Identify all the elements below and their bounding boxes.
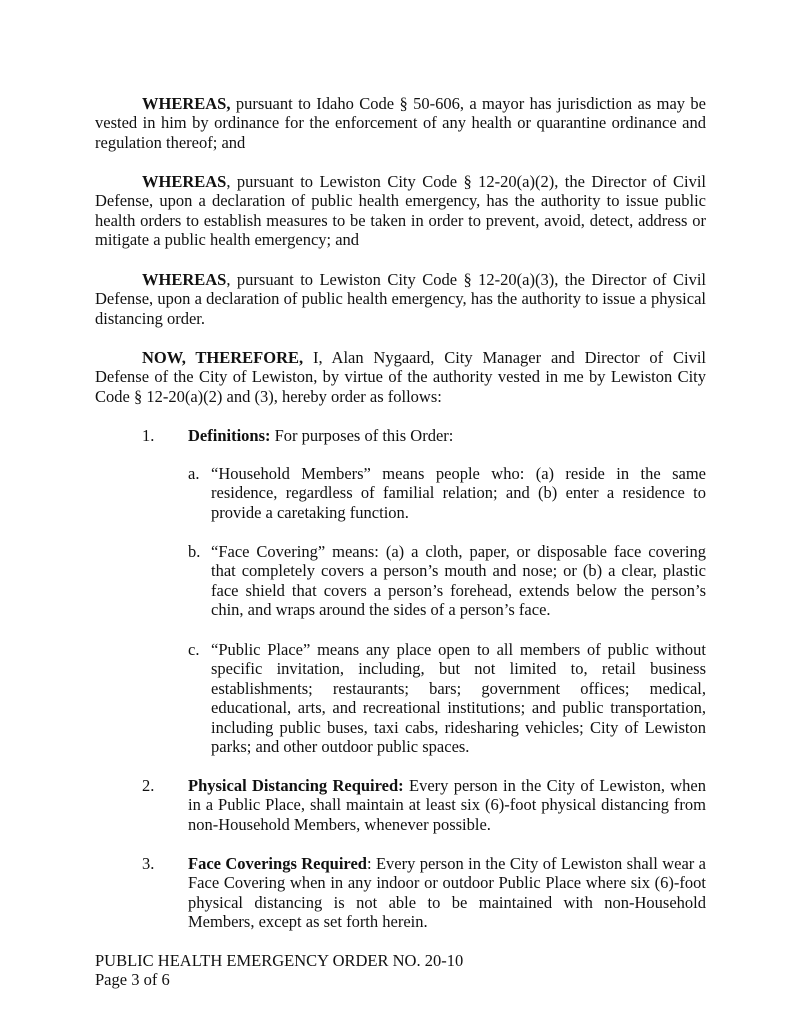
whereas-lead: WHEREAS xyxy=(142,270,227,289)
definition-letter: a. xyxy=(188,464,200,483)
section-number: 3. xyxy=(142,854,155,873)
now-therefore-paragraph xyxy=(95,348,706,406)
whereas-text: , pursuant to Lewiston City Code § 12-20(a)(3), the Director of Civil Defense, upon a declaration of public health emergency, has the authority to issue a physical distancing order. xyxy=(95,270,706,328)
section-text: : Every person in the City of Lewiston shall wear a Face Covering when in any indoor or outdoor Public Place where six (6)-foot physical distancing is not able to be maintained with non-Household Members, except as set forth herein. xyxy=(188,854,706,932)
footer-page-number: Page 3 of 6 xyxy=(95,970,170,990)
section-heading: Face Coverings Required xyxy=(188,854,367,873)
section-text: For purposes of this Order: xyxy=(270,426,454,445)
section-body xyxy=(188,854,706,932)
section-body xyxy=(188,426,706,445)
whereas-paragraph-1 xyxy=(95,94,706,152)
section-body xyxy=(188,776,706,834)
whereas-lead: WHEREAS, xyxy=(142,94,231,113)
whereas-paragraph-3 xyxy=(95,270,706,328)
whereas-paragraph-2 xyxy=(95,172,706,250)
page-footer xyxy=(95,951,463,990)
now-therefore-text: I, Alan Nygaard, City Manager and Director of Civil Defense of the City of Lewiston, by virtue of the authority vested in me by Lewiston City Code § 12-20(a)(2) and (3), hereby order as follows: xyxy=(95,348,706,406)
definition-text: “Public Place” means any place open to all members of public without specific invitation, including, but not limited to, retail business establishments; restaurants; bars; government offices; medical, educational, arts, and recreational institutions; and public transportation, including public buses, taxi cabs, ridesharing vehicles; City of Lewiston parks; and other outdoor public spaces. xyxy=(211,640,706,757)
whereas-text: , pursuant to Lewiston City Code § 12-20(a)(2), the Director of Civil Defense, upon a declaration of public health emergency, has the authority to issue public health orders to establish measures to be taken in order to prevent, avoid, detect, address or mitigate a public health emergency; and xyxy=(95,172,706,250)
section-heading: Definitions: xyxy=(188,426,271,445)
section-text: Every person in the City of Lewiston, when in a Public Place, shall maintain at least six (6)-foot physical distancing from non-Household Members, whenever possible. xyxy=(188,776,706,834)
section-heading: Physical Distancing Required: xyxy=(188,776,404,795)
whereas-text: pursuant to Idaho Code § 50-606, a mayor has jurisdiction as may be vested in him by ordinance for the enforcement of any health or quarantine ordinance and regulation thereof; and xyxy=(95,94,706,152)
definition-text: “Household Members” means people who: (a) reside in the same residence, regardless of familial relation; and (b) enter a residence to provide a caretaking function. xyxy=(211,464,706,522)
whereas-lead: WHEREAS xyxy=(142,172,227,191)
section-number: 1. xyxy=(142,426,155,445)
definition-letter: b. xyxy=(188,542,201,561)
footer-order-title: PUBLIC HEALTH EMERGENCY ORDER NO. 20-10 xyxy=(95,951,464,970)
definition-text: “Face Covering” means: (a) a cloth, paper, or disposable face covering that completely covers a person’s mouth and nose; or (b) a clear, plastic face shield that covers a person’s forehead, extends below the person’s chin, and wraps around the sides of a person’s face. xyxy=(211,542,706,620)
now-therefore-lead: NOW, THEREFORE, xyxy=(142,348,304,367)
section-number: 2. xyxy=(142,776,155,795)
definition-letter: c. xyxy=(188,640,200,659)
